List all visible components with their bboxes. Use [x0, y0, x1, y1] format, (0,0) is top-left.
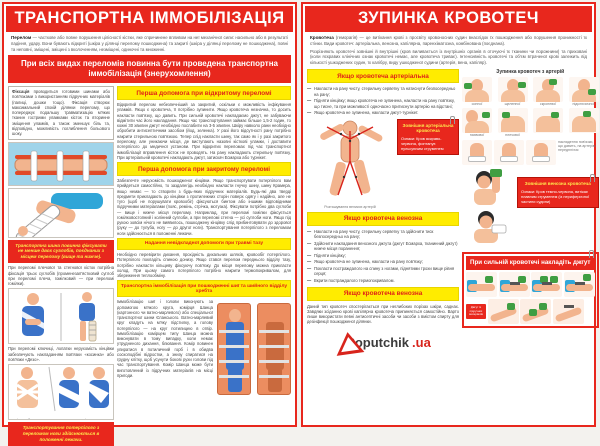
capillary-section-text: Даний тип кровотеч спостерігається при неглибоких порізах шкіри, саднах. Завдяки зсіданню крові капілярна кровотеча припиняється самостійно. Варто лише використати певні антисептичні засоби чи засоби з вмістом спирту для дезінфекції пошкодженої ділянки.: [307, 303, 459, 325]
arterial-step: — Накласти на рану чисту, стерильну серветку та натиснути безпосередньо на рану;: [307, 86, 459, 97]
panel-stop-bleeding: [301, 2, 596, 427]
arterial-step: — Підняти кінцівку; якщо кровотеча не зупинена, накласти на рану пов'язку, що тисне, та при можливості одночасно притиснути артерію на відстані;: [307, 98, 459, 109]
major-arteries-figure: [307, 119, 393, 209]
bleeding-definition-2: Розрізняють кровотечі зовнішні й внутрішні (кров виливається із внутрішніх органів в оточуючі їх тканини чи порожнини) та приховані (коли яскравих клінічних ознак кровотечі немає, але кровотеча триває). Інтенсивність кровотечі та об'єм втраченої крові залежить від кількості ушкоджених судин, їх калібру, виду ушкодженої судини (артерія, вена, капіляр).: [310, 48, 587, 65]
spine-board-front: [217, 303, 251, 395]
poputchik-logo: Poputchik .ua: [307, 328, 459, 356]
dezo-kosynka-illustration: [8, 364, 114, 420]
main-banner: При всіх видах переломів повинна бути проведена транспортна іммобілізація (знерухомлення): [8, 55, 291, 83]
section-neck-text: Іммобілізацію шиї і голови виконують за допомогою м'якого круга, комірця Шанца (картонного чи ватно-марлевого) або спеціальної транспортної шини Єланського. Ватно-марлевий круг кладуть на м'яку підстилку, а голову потерпілого — на круг потилицею в отвір. Іммобілізацію комірцем типу Шанца можна виконувати в тому випадку, коли немає утрудненого дихання, блювання. Комір повинен упиратися в потиличний горб і в обидва соскоподібні відростки, а знизу спиратися на грудну клітку, щоб усунути бокові рухи голови під час транспортування. Комір Шанца може бути виготовлений із підручних матеріалів на місці пригоди.: [117, 299, 213, 379]
splinted-leg-illustration: [8, 142, 114, 186]
section-pelvis-title: Надання невідкладної допомоги при травмі тазу: [117, 238, 291, 250]
transport-rule-banner: Транспортування потерпілого з переломом ноги здійснюється в положенні лежачи.: [8, 422, 114, 446]
arteries-caption: Розташування великих артерій: [324, 204, 376, 209]
artery-pressure-tile: щелепної: [498, 77, 528, 107]
section-open-fracture-text: Відкритий перелом небезпечніший за закритий, оскільки є можливість інфікування уламків. Якщо є кровотеча, її потрібно зупинити. Якщо кровотеча незначна, то досить накласти пов'язку, що давить. При сильній кровотечі накладаємо джгут, не забуваючи відмітити час його накладання. Якщо час транспортування займає більше 1,5-2 годин, то кожні 30 хвилин джгут необхідно послабити на 3-5 хвилин. Шкіру навколо рани необхідно обробити антисептичним засобом (йод, зеленка). У разі його відсутності рану потрібно накрити стерильною пов'язкою. Тепер слід накласти шину, так само як і у разі закритого перелому, але уникаючи місця, де виступають назовні кісткові уламки, і доставити потерпілого до медичної установи. При відкритих переломах під час транспортної іммобілізації вправлення кісток не проводять. На рану накладають стерильну пов'язку. При артеріальній кровотечі накладають джгут, затискач Есмарха або турнікет.: [117, 102, 291, 160]
venous-step: — Здійснити накладання венозного джгута (джгут Есмарха, тканинний джгут) нижче місця поранення;: [307, 241, 459, 252]
tourniquet-step-tile: [553, 299, 584, 324]
wrist-pressure-tile: [526, 140, 556, 165]
venous-section-title: Якщо кровотеча венозна: [307, 212, 459, 226]
fracture-definition: Перелом — часткове або повне порушення цілісності кістки, яке спричинене впливом на неї механічної сили: насильно або в результаті падіння, удару. Вони бувають відкриті (шкіра у ділянці перелому пошкоджена) та закриті (шкіра у ділянці перелому не пошкоджена), повні та неповні, зміщені, зміщені з вколоченням, незміщені, одиночні та множинні.: [11, 35, 288, 52]
tourniquet-box: [462, 252, 599, 328]
right-title: ЗУПИНКА КРОВОТЕЧ: [305, 6, 592, 32]
arterial-steps: [307, 86, 459, 115]
three-joints-paragraph: При переломі плечової та стегнової кісток потрібна фіксація трьох суглобів (променезап'ястковий суглоб при переломі плеча, гомілковий — при переломі гомілки).: [8, 265, 114, 287]
tourniquet-title: При сильній кровотечі накладіть джгут: [466, 256, 595, 270]
caption-kosynka: пов'язка «косинка»: [79, 418, 111, 421]
artery-pressure-tile: [569, 108, 599, 138]
fixation-paragraph: Фіксація проводиться готовими шинами або пов'язками з використанням підручних матеріалів (палиці, дошки тощо). Фіксація створює максимальний спокій ділянки перелому, що попереджує подальшу травматизацію м'яких тканин гострими уламками кісток та вторинне зміщення уламків, а також зменшує біль та, відповідно, можливість поглиблення больового шоку.: [8, 86, 114, 139]
tourniquet-step-tile: [564, 272, 595, 297]
arterial-step: — Якщо кровотеча не зупинена, накласти джгут-турнікет.: [307, 110, 459, 115]
artery-pressure-tile: [533, 108, 563, 138]
section-closed-fracture-text: Забезпечте нерухомість пошкодженої кінцівки. Якщо транспортувати потерпілого вам прийдеться самостійно, то заздалегідь необхідно накласти гнучку шину, шину Крамера, якщо немає — то створити з будь-яких підручних матеріалів. Будь-які два тверді предмети прикладають до кінцівки з протилежних сторін поверх одягу і надійно, але не туго (щоб не порушувати кровообіг) фіксуються бинтом або іншими відповідними підручними матеріалами (пояс, ремінь, стрічка, мотузка). Фіксувати потрібно два суглоби — вище і нижче місця перелому. Наприклад, при переломі гомілки фіксується гомілковостопний і колінний суглоби, а при переломі стегна — усі суглоби ноги. Якщо під рукою зовсім нічого не виявилось, пошкоджену кінцівку слід прибинтовувати до здорової (руку — до тулуба, ногу — до другої ноги). Транспортування потерпілого з переломом ноги здійснюється в положенні лежачи.: [117, 178, 291, 236]
bandaged-knee-illustration: [8, 188, 114, 238]
venous-step: — Покласти постраждалого на спину з ногами, піднятими трохи вище рівня серця;: [307, 266, 459, 277]
definition-lead: Перелом: [11, 35, 32, 40]
splint-rule-banner: Транспортна шина повинна фіксувати не менше двох суглобів, поєднаних з місцем перелому (вище та нижче).: [8, 240, 114, 264]
tourniquet-step-tile: [499, 272, 530, 297]
artery-pressure-tile: скроневої: [533, 77, 563, 107]
venous-step: — Вкрити постраждалого термопокривалом.: [307, 278, 459, 283]
tourniquet-step-tile: [520, 299, 551, 324]
paperclip-icon: [590, 174, 595, 182]
hands-caption: накладення пов'язки, що давить, на артерію передпліччя: [558, 140, 596, 153]
wrist-pressure-tile: [494, 140, 524, 165]
venous-step: — Якщо кровотеча не зупинена, накласти на рану пов'язку;: [307, 259, 459, 264]
tourniquet-steps-row-1: [466, 272, 595, 297]
tourniquet-step-tile: [488, 299, 519, 324]
spine-board-illustration: [217, 299, 291, 395]
section-closed-fracture-title: Перша допомога при закритому переломі: [117, 162, 291, 176]
clavicle-paragraph: При переломі ключиці, лопатки нерухомість кінцівки забезпечують накладанням пов'язки «косинка» або пов'язки «Дезо».: [8, 346, 114, 363]
tourniquet-steps-row-2: [466, 299, 595, 324]
venous-bleeding-box: Зовнішня венозна кровотеча Ознаки: Кров темно-червона, витікає плавним струменем (із периферичної частини судини): [517, 177, 599, 208]
arterial-section-title: Якщо кровотеча артеріальна: [307, 69, 459, 83]
arterial-bleeding-box: Зовнішня артеріальна кровотеча Ознаки: Кров яскраво-червона, фонтанує пульсуючим струменем: [397, 119, 459, 156]
raised-arm-illustration: [462, 167, 514, 250]
tourniquet-step-tile: [531, 272, 562, 297]
wrist-pressure-tile: [462, 140, 492, 165]
artery-pressure-tile: сонної: [462, 77, 492, 107]
paperclip-icon: [450, 116, 455, 124]
tourniquet-side-label: Джгут із підручних матеріалів: [466, 304, 486, 319]
panel-transport-immobilization: [2, 2, 297, 443]
bleeding-definition-lead: Кровотеча: [310, 35, 334, 40]
bleeding-definition: Кровотеча (геморагія) — це витікання крові з просвіту кровоносних судин внаслідок їх пошкодження або порушення проникності їх стінки. Види кровотеч: артеріальна, венозна, капілярна, паренхіматозна, комбінована (поєднана).: [310, 35, 587, 46]
tourniquet-step-tile: [466, 272, 497, 297]
section-open-fracture-title: Перша допомога при відкритому переломі: [117, 86, 291, 100]
venous-steps: [307, 229, 459, 284]
sling-and-leg-splint-illustration: [8, 288, 114, 344]
logo-triangle-icon: [334, 330, 365, 356]
artery-pressure-tile: пахвової: [462, 108, 492, 138]
section-neck-title: Транспортна іммобілізація при пошкодженні шиї та шийного відділу хребта: [117, 280, 291, 297]
venous-step: — Підняти кінцівку;: [307, 253, 459, 258]
artery-pressure-grid: [462, 77, 599, 138]
left-title: ТРАНСПОРТНА ІММОБІЛІЗАЦІЯ: [6, 6, 293, 32]
paperclip-icon: [589, 250, 594, 258]
artery-pressure-tile: плечової: [498, 108, 528, 138]
stop-arteries-title: Зупинка кровотеч з артерій: [496, 69, 565, 76]
caption-dezo: пов'язка «Дезо»: [11, 418, 38, 421]
venous-step: — Накласти на рану чисту, стерильну серветку та здійснити тиск безпосередньо на рану;: [307, 229, 459, 240]
capillary-section-title: Якщо кровотеча венозна: [307, 287, 459, 301]
artery-pressure-tile: підключичної: [569, 77, 599, 107]
wrist-pressure-row: [462, 140, 599, 165]
spine-board-back: [257, 303, 291, 395]
section-pelvis-text: Необхідно перевірити дихання, прохідність дихальних шляхів, кровообіг потерпілого. Потерпілого покладіть спиною донизу. Якщо стався перелом переднього відділу тазу, потрібно накласти кільцеву фіксуючу пов'язку. До місця перелому можна прикласти холод. При цьому самого потерпілого потрібно накрити термопокривалом, для збереження теплообміну.: [117, 251, 291, 279]
